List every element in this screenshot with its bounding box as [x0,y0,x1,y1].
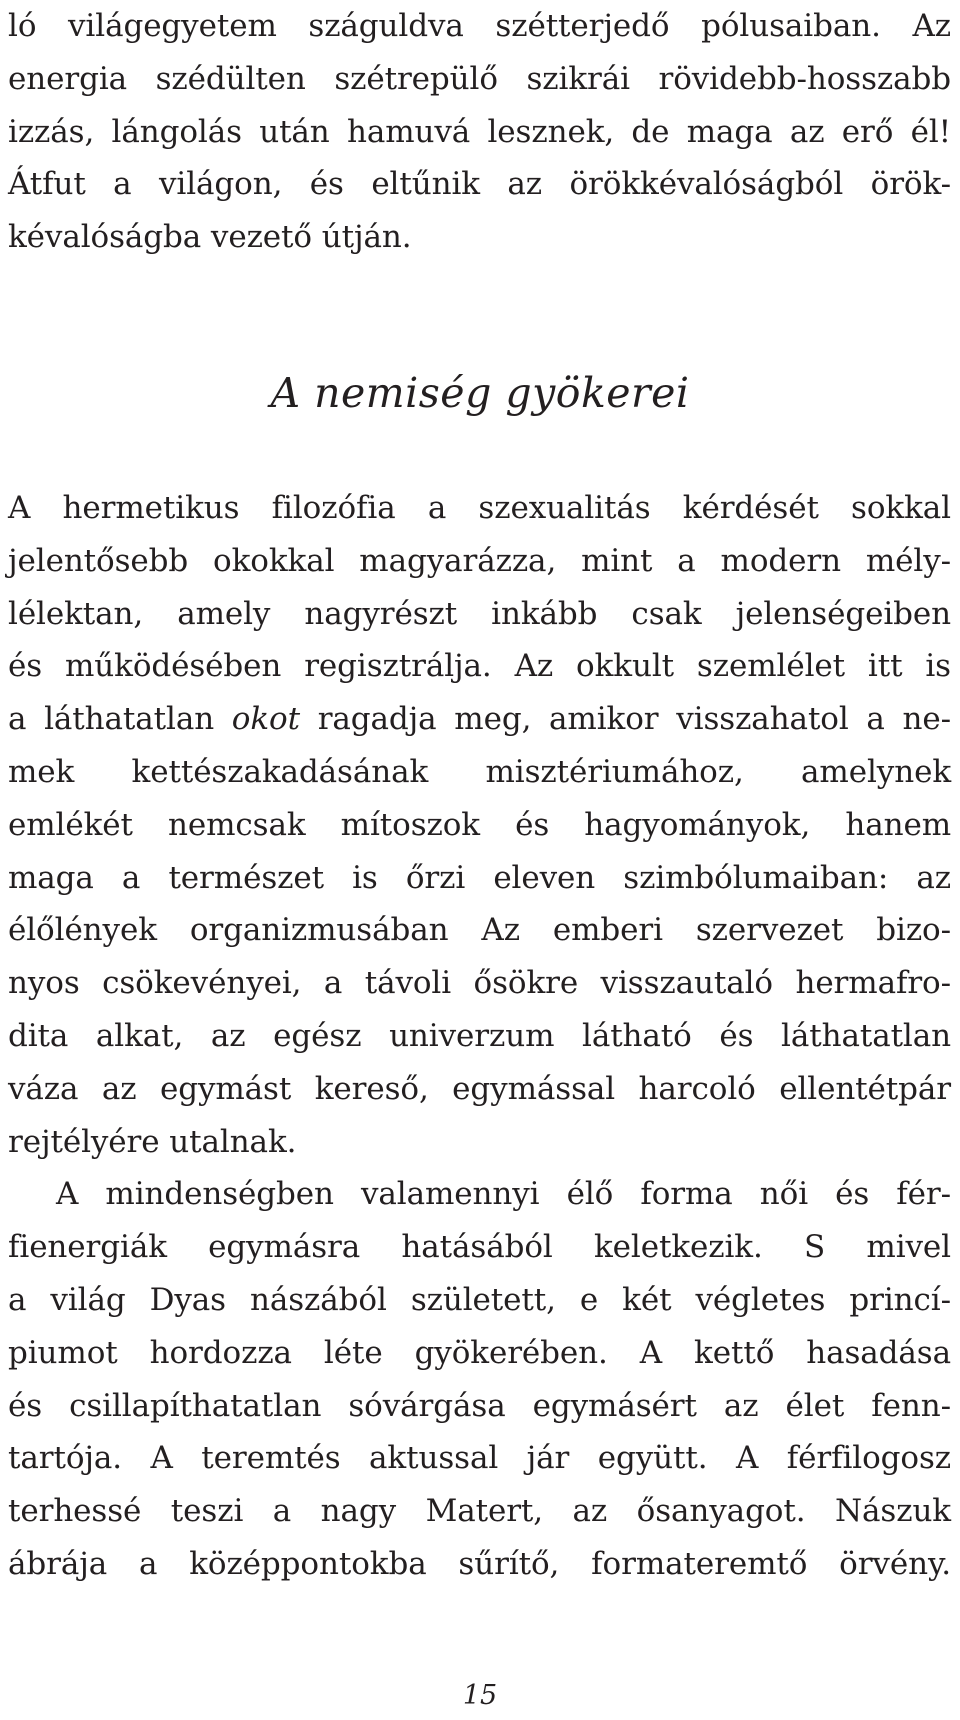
text-line: terhessé teszi a nagy Matert, az ősanyagot. Nászuk [8,1493,951,1530]
text-fragment: a láthatatlan [8,701,232,738]
text-fragment: ragadja meg, amikor visszahatol a ne- [299,701,951,738]
text-line: váza az egymást kereső, egymással harcoló ellentétpár [8,1070,951,1107]
text-line: mek kettészakadásának misztériumához, amelynek [8,753,951,790]
text-line: lélektan, amely nagyrészt inkább csak jelenségeiben [8,595,951,632]
text-line: piumot hordozza léte gyökerében. A kettő hasadása [8,1334,951,1371]
text-line: ló világegyetem száguldva szétterjedő pólusaiban. Az [8,8,951,44]
text-line: tartója. A teremtés aktussal jár együtt. A férfilogosz [8,1440,951,1477]
body-text [8,482,951,1591]
text-line-with-emphasis [8,693,951,746]
page-number: 15 [462,1680,498,1711]
text-line: rejtélyére utalnak. [8,1123,297,1160]
text-line: kévalóságba vezető útján. [8,219,412,256]
text-line: jelentősebb okokkal magyarázza, mint a modern mély- [8,542,951,579]
text-line: dita alkat, az egész univerzum látható és láthatatlan [8,1017,951,1054]
text-line: emlékét nemcsak mítoszok és hagyományok, hanem [8,806,951,843]
text-line: fienergiák egymásra hatásából keletkezik. S mivel [8,1229,951,1266]
text-line: energia szédülten szétrepülő szikrái rövidebb-hosszabb [8,60,951,97]
text-line: és működésében regisztrálja. Az okkult szemlélet itt is [8,648,951,685]
intro-paragraph [8,0,951,264]
section-heading: A nemiség gyökerei [270,369,690,417]
text-line: nyos csökevényei, a távoli ősökre visszautaló hermafro- [8,965,951,1002]
text-line: A hermetikus filozófia a szexualitás kérdését sokkal [8,490,951,526]
text-line: maga a természet is őrzi eleven szimbólumaiban: az [8,859,951,896]
text-line: Átfut a világon, és eltűnik az örökkévalóságból örök- [8,166,951,203]
emphasized-word: okot [231,701,300,738]
text-line: élőlények organizmusában Az emberi szervezet bizo- [8,912,951,949]
text-line: A mindenségben valamennyi élő forma női és fér- [56,1176,951,1213]
text-line: ábrája a középpontokba sűrítő, formateremtő örvény. [8,1545,951,1582]
text-line: a világ Dyas nászából született, e két végletes princí- [8,1281,951,1318]
text-line: izzás, lángolás után hamuvá lesznek, de maga az erő él! [8,113,951,150]
text-line: és csillapíthatatlan sóvárgása egymásért az élet fenn- [8,1387,951,1424]
